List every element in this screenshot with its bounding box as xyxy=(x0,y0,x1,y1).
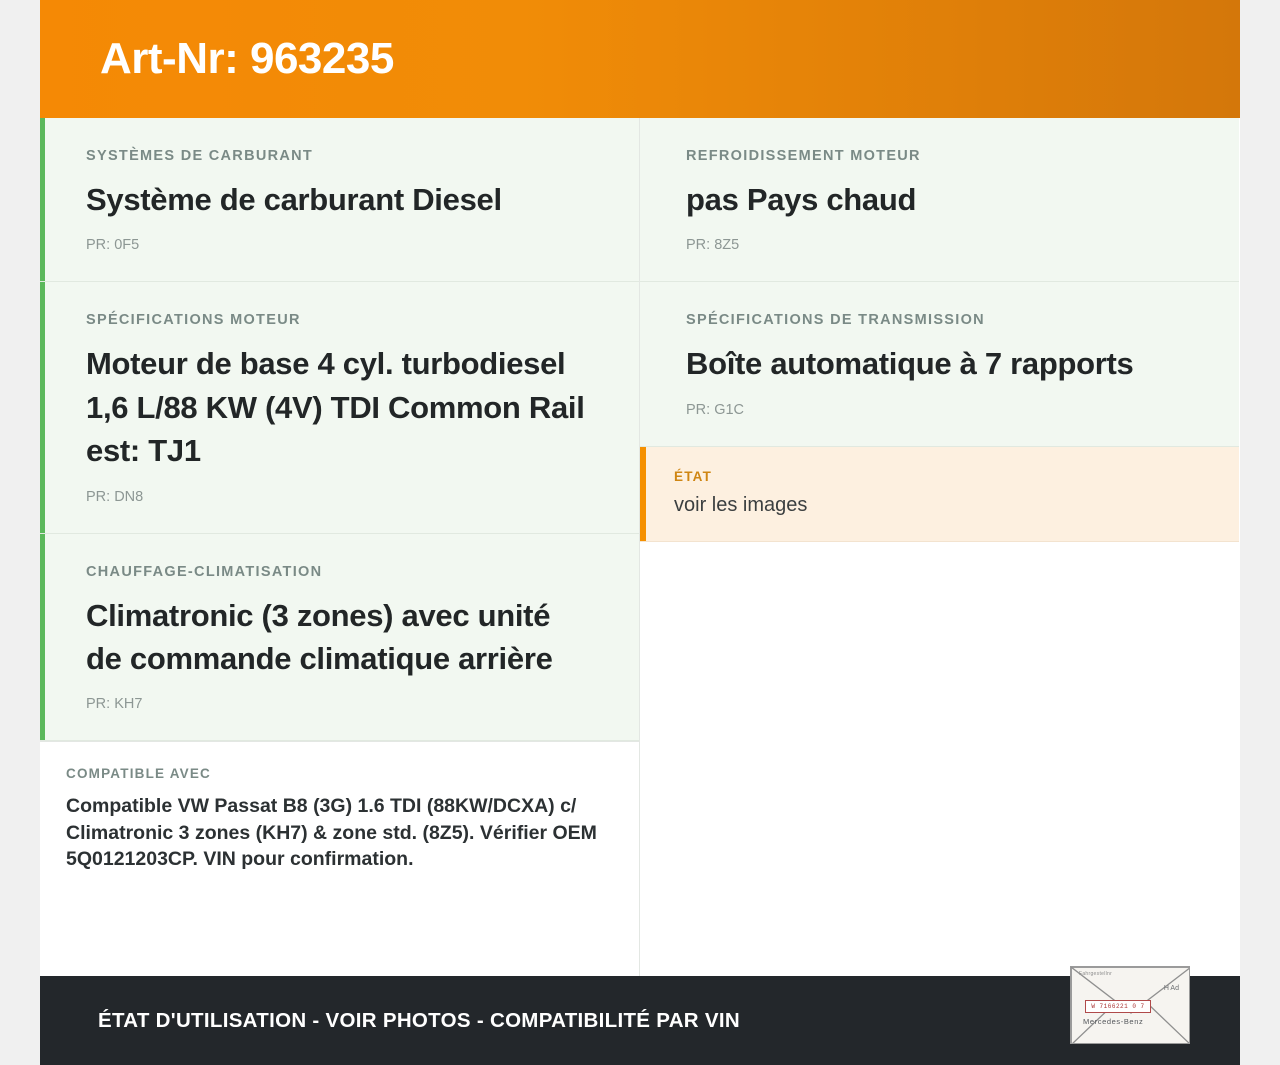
spec-grid xyxy=(40,118,1240,976)
footer-banner xyxy=(40,971,1240,1065)
spec-card-hvac xyxy=(40,534,639,742)
spec-column-left xyxy=(40,118,640,976)
spec-pr-code: PR: DN8 xyxy=(86,488,144,505)
spec-label: REFROIDISSEMENT MOTEUR xyxy=(686,148,921,164)
condition-block xyxy=(640,447,1239,542)
spec-card-engine-specs xyxy=(40,282,639,533)
spec-value: Climatronic (3 zones) avec unité de commande climatique arrière xyxy=(86,597,553,676)
condition-label: ÉTAT xyxy=(674,468,713,484)
spec-pr-code: PR: 8Z5 xyxy=(686,237,740,254)
spec-card-fuel-system xyxy=(40,118,639,282)
spec-pr-code: PR: G1C xyxy=(686,401,745,418)
spec-value: Moteur de base 4 cyl. turbodiesel 1,6 L/88 KW (4V) TDI Common Rail est: TJ1 xyxy=(86,346,585,469)
spec-value: pas Pays chaud xyxy=(686,182,917,217)
spec-label: CHAUFFAGE-CLIMATISATION xyxy=(86,563,323,580)
spec-card-engine-cooling xyxy=(640,118,1239,282)
page-title: Art-Nr: 963235 xyxy=(100,34,394,83)
spec-label: SPÉCIFICATIONS MOTEUR xyxy=(86,312,301,329)
compatibility-block xyxy=(40,741,639,899)
spec-value: Boîte automatique à 7 rapports xyxy=(686,346,1134,382)
condition-value: voir les images xyxy=(674,493,808,516)
spec-pr-code: PR: 0F5 xyxy=(86,237,140,254)
stamp-top-text: Fahrgestellnr xyxy=(1079,971,1113,977)
spec-label: SYSTÈMES DE CARBURANT xyxy=(86,148,314,164)
spec-card-transmission xyxy=(640,282,1239,446)
stamp-plate-number: W 7166221 0 7 xyxy=(1085,1000,1151,1013)
product-sheet xyxy=(40,0,1240,1065)
spec-label: SPÉCIFICATIONS DE TRANSMISSION xyxy=(686,312,985,329)
header-banner xyxy=(40,0,1240,118)
spec-pr-code: PR: KH7 xyxy=(86,696,143,713)
compatibility-text: Compatible VW Passat B8 (3G) 1.6 TDI (88KW/DCXA) c/ Climatronic 3 zones (KH7) & zone std. (8Z5). Vérifier OEM 5Q0121203CP. VIN pour confirmation. xyxy=(66,795,597,871)
stamp-caption: Mercedes-Benz xyxy=(1083,1017,1144,1026)
footer-text: ÉTAT D'UTILISATION - VOIR PHOTOS - COMPATIBILITÉ PAR VIN xyxy=(98,1008,740,1032)
spec-column-right xyxy=(640,118,1239,976)
stamp-corner-text: H Ad xyxy=(1163,985,1179,992)
vehicle-registration-thumbnail[interactable] xyxy=(1070,966,1190,1044)
spec-value: Système de carburant Diesel xyxy=(86,182,502,217)
compatibility-label: COMPATIBLE AVEC xyxy=(66,766,211,782)
